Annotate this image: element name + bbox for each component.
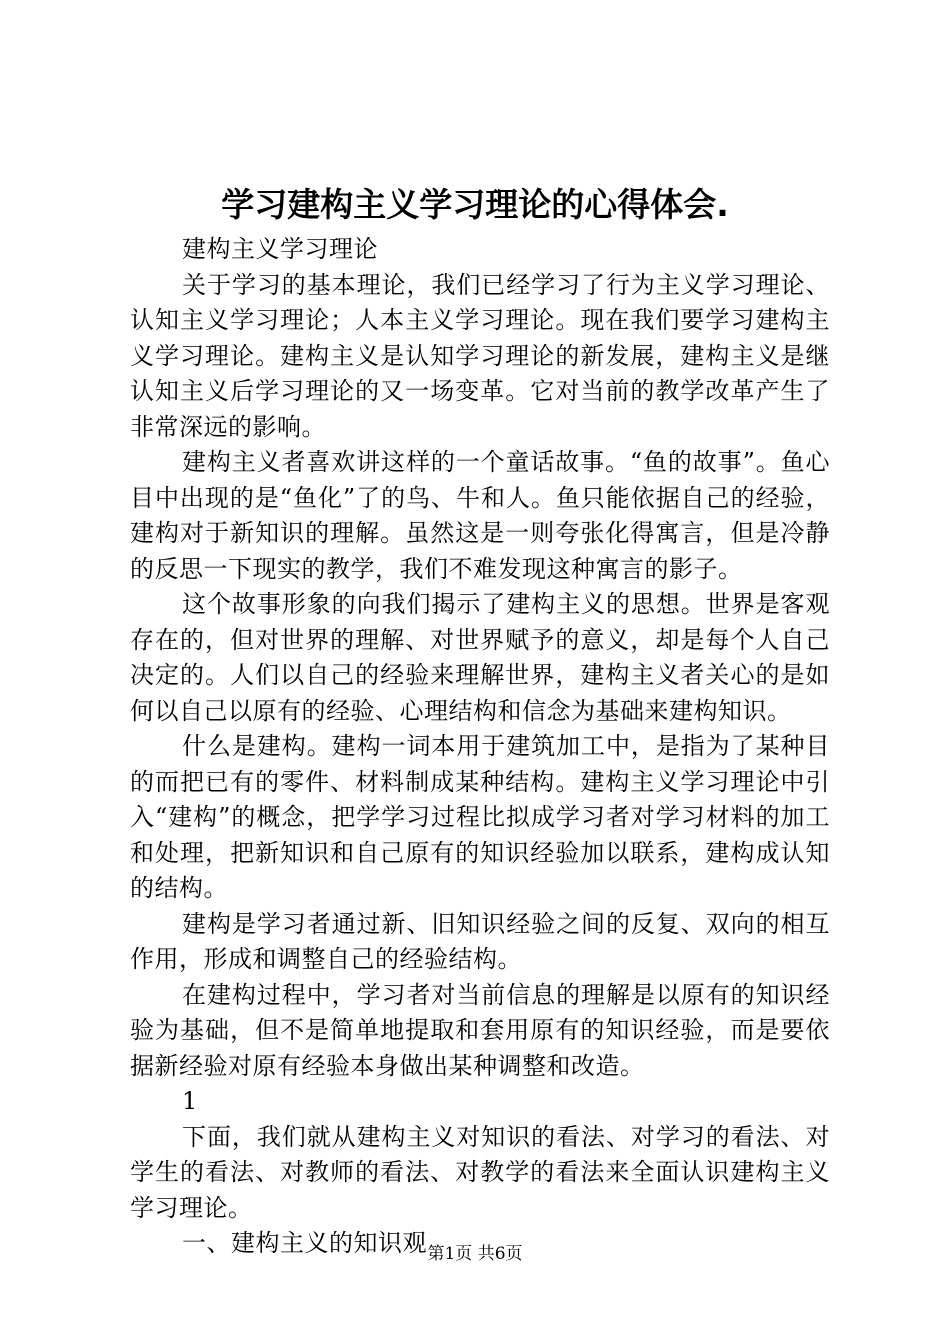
inline-page-marker: 1 (182, 1087, 198, 1115)
page-footer: 第1页 共6页 (427, 1244, 523, 1264)
paragraph: 关于学习的基本理论，我们已经学习了行为主义学习理论、认知主义学习理论；人本主义学习理论。现在我们要学习建构主义学习理论。建构主义是认知学习理论的新发展，建构主义是继认知主义后学习理论的又一场变革。它对当前的教学改革产生了非常深远的影响。 (130, 270, 830, 441)
paragraph: 建构主义者喜欢讲这样的一个童话故事。“鱼的故事”。鱼心目中出现的是“鱼化”了的鸟、牛和人。鱼只能依据自己的经验，建构对于新知识的理解。虽然这是一则夸张化得寓言，但是冷静的反思一下现实的教学，我们不难发现这种寓言的影子。 (130, 448, 830, 583)
paragraph: 建构是学习者通过新、旧知识经验之间的反复、双向的相互作用，形成和调整自己的经验结构。 (130, 909, 830, 973)
paragraph: 什么是建构。建构一词本用于建筑加工中，是指为了某种目的而把已有的零件、材料制成某种结构。建构主义学习理论中引入“建构”的概念，把学学习过程比拟成学习者对学习材料的加工和处理，把新知识和自己原有的知识经验加以联系，建构成认知的结构。 (130, 732, 830, 902)
document-body (130, 232, 830, 1262)
document-title: 学习建构主义学习理论的心得体会. (221, 185, 729, 224)
paragraph: 下面，我们就从建构主义对知识的看法、对学习的看法、对学生的看法、对教师的看法、对教学的看法来全面认识建构主义学习理论。 (130, 1122, 830, 1222)
section-heading: 建构主义学习理论 (182, 235, 378, 263)
paragraph: 这个故事形象的向我们揭示了建构主义的思想。世界是客观存在的，但对世界的理解、对世界赋予的意义，却是每个人自己决定的。人们以自己的经验来理解世界，建构主义者关心的是如何以自己以原有的经验、心理结构和信念为基础来建构知识。 (130, 590, 830, 725)
paragraph: 在建构过程中，学习者对当前信息的理解是以原有的知识经验为基础，但不是简单地提取和套用原有的知识经验，而是要依据新经验对原有经验本身做出某种调整和改造。 (130, 980, 830, 1080)
section-heading: 一、建构主义的知识观 (182, 1229, 427, 1257)
